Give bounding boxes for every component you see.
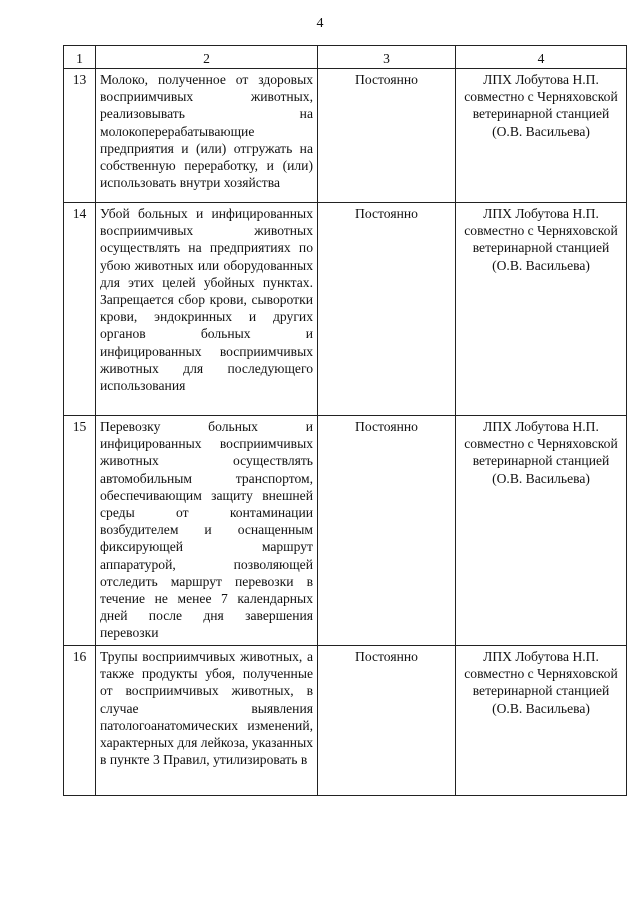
table-row <box>64 203 627 416</box>
table-row <box>64 646 627 796</box>
measure-period: Постоянно <box>318 203 456 416</box>
measure-description: Молоко, полученное от здоровых восприимчивых животных, реализовывать на молокоперерабатывающие предприятия и (или) отгружать на собственную переработку, и (или) использовать внутри хозяйства <box>96 69 318 203</box>
column-header: 4 <box>456 46 627 69</box>
column-header: 1 <box>64 46 96 69</box>
measure-responsible: ЛПХ Лобутова Н.П. совместно с Черняховской ветеринарной станцией (О.В. Васильева) <box>456 69 627 203</box>
measure-description: Перевозку больных и инфицированных восприимчивых животных осуществлять автомобильным транспортом, обеспечивающим защиту внешней среды от контаминации возбудителем и оснащенным фиксирующей маршрут аппаратурой, позволяющей отследить маршрут перевозки в течение не менее 7 календарных дней после дня завершения перевозки <box>96 416 318 646</box>
column-header: 2 <box>96 46 318 69</box>
measure-description: Убой больных и инфицированных восприимчивых животных осуществлять на предприятиях по убою животных или оборудованных для этих целей убойных пунктах. Запрещается сбор крови, сыворотки крови, эндокринных и других органов больных и инфицированных восприимчивых животных для последующего использования <box>96 203 318 416</box>
measure-responsible: ЛПХ Лобутова Н.П. совместно с Черняховской ветеринарной станцией (О.В. Васильева) <box>456 646 627 796</box>
row-number: 16 <box>64 646 96 796</box>
row-number: 14 <box>64 203 96 416</box>
measure-description: Трупы восприимчивых животных, а также продукты убоя, полученные от восприимчивых животных, в случае выявления патологоанатомических изменений, характерных для лейкоза, указанных в пункте 3 Правил, утилизировать в <box>96 646 318 796</box>
measure-period: Постоянно <box>318 416 456 646</box>
row-number: 15 <box>64 416 96 646</box>
measures-table <box>63 45 627 796</box>
measure-period: Постоянно <box>318 69 456 203</box>
measure-responsible: ЛПХ Лобутова Н.П. совместно с Черняховской ветеринарной станцией (О.В. Васильева) <box>456 416 627 646</box>
table-row <box>64 416 627 646</box>
measure-responsible: ЛПХ Лобутова Н.П. совместно с Черняховской ветеринарной станцией (О.В. Васильева) <box>456 203 627 416</box>
table-header-row <box>64 46 627 69</box>
measure-period: Постоянно <box>318 646 456 796</box>
column-header: 3 <box>318 46 456 69</box>
table-row <box>64 69 627 203</box>
page-number: 4 <box>316 16 324 31</box>
row-number: 13 <box>64 69 96 203</box>
